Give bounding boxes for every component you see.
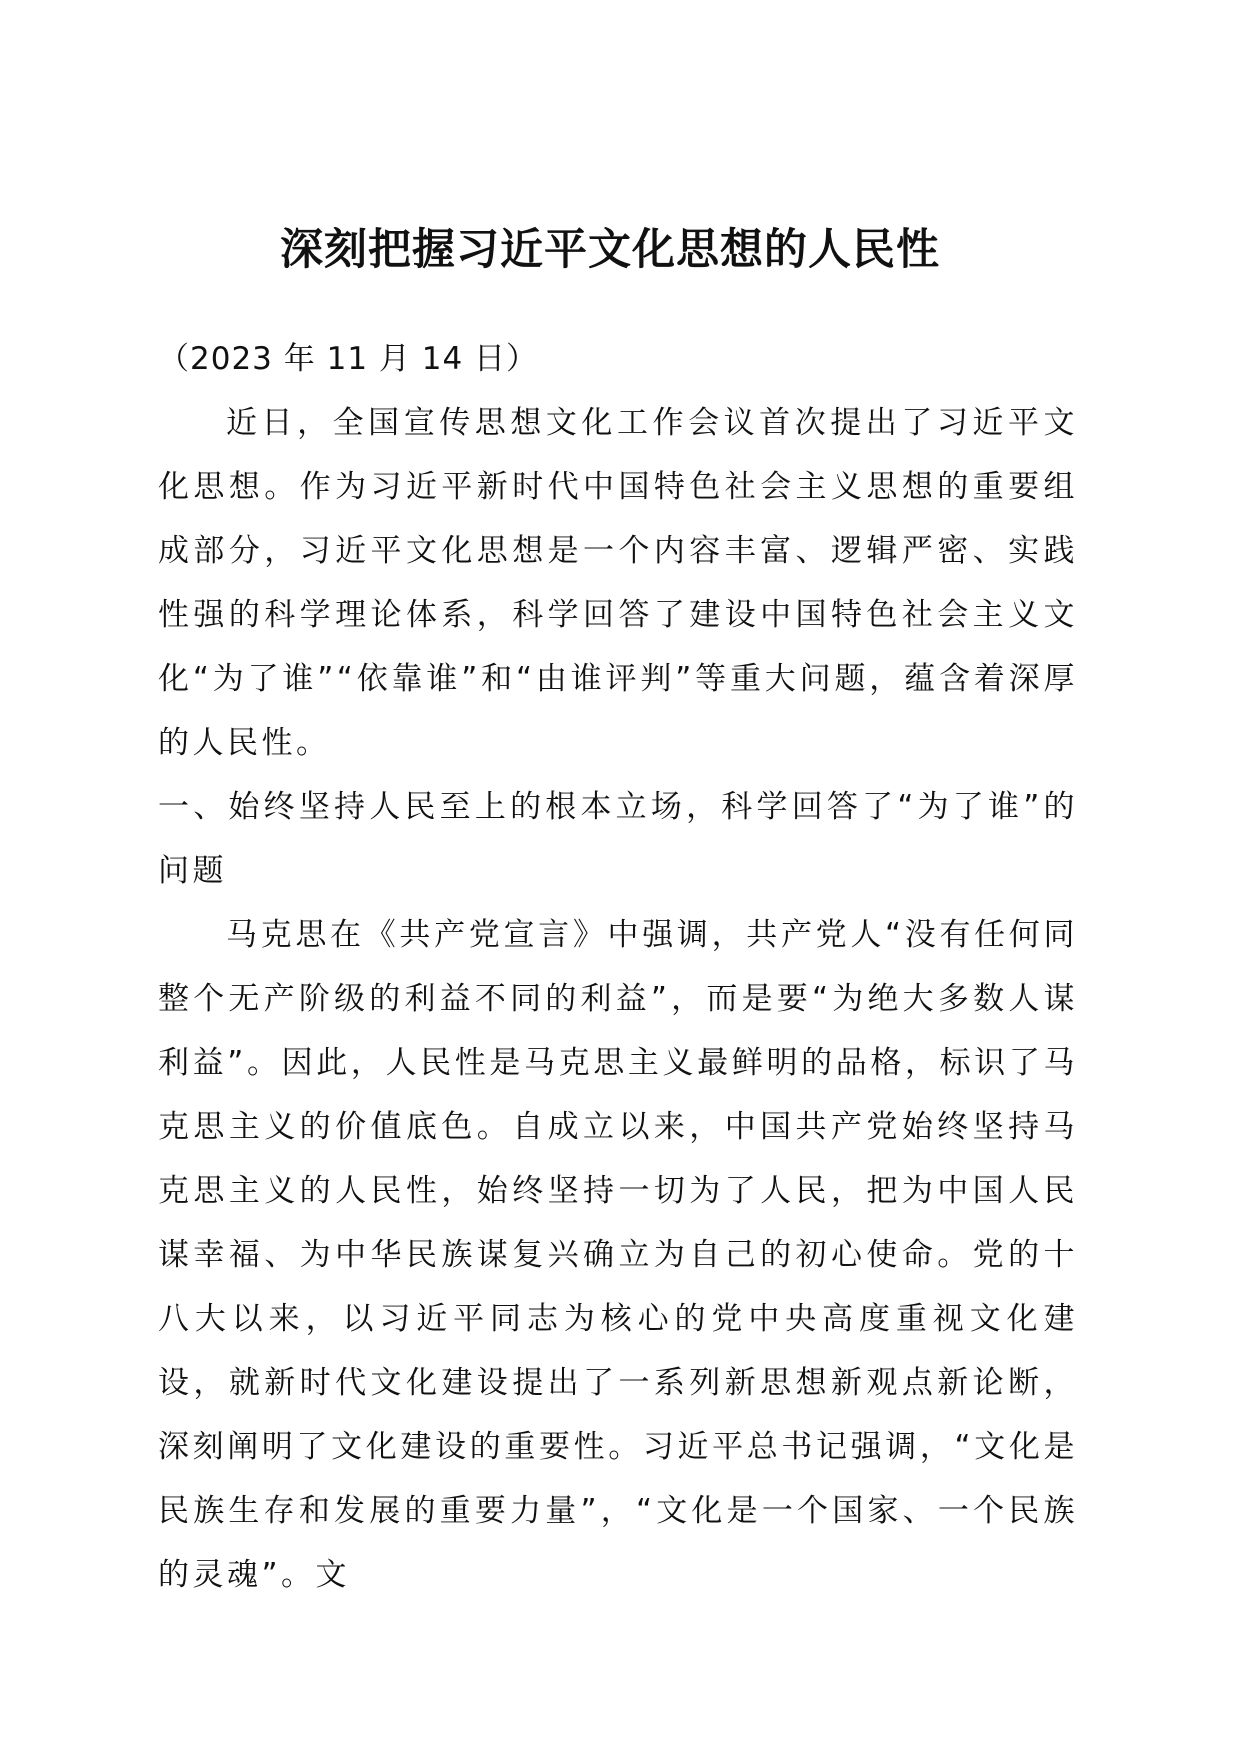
section-heading: 一、始终坚持人民至上的根本立场，科学回答了“为了谁”的问题: [158, 789, 1078, 889]
body-paragraph: 马克思在《共产党宣言》中强调，共产党人“没有任何同整个无产阶级的利益不同的利益”，而是要“为绝大多数人谋利益”。因此，人民性是马克思主义最鲜明的品格，标识了马克思主义的价值底色。自成立以来，中国共产党始终坚持马克思主义的人民性，始终坚持一切为了人民，把为中国人民谋幸福、为中华民族谋复兴确立为自己的初心使命。党的十八大以来，以习近平同志为核心的党中央高度重视文化建设，就新时代文化建设提出了一系列新思想新观点新论断，深刻阐明了文化建设的重要性。习近平总书记强调，“文化是民族生存和发展的重要力量”，“文化是一个国家、一个民族的灵魂”。文: [158, 917, 1078, 1593]
document-body: [158, 327, 1078, 1607]
document-title: 深刻把握习近平文化思想的人民性: [280, 225, 940, 275]
document-date: （2023 年 11 月 14 日）: [158, 341, 539, 377]
intro-paragraph: 近日，全国宣传思想文化工作会议首次提出了习近平文化思想。作为习近平新时代中国特色社会主义思想的重要组成部分，习近平文化思想是一个内容丰富、逻辑严密、实践性强的科学理论体系，科学回答了建设中国特色社会主义文化“为了谁”“依靠谁”和“由谁评判”等重大问题，蕴含着深厚的人民性。: [158, 405, 1078, 761]
